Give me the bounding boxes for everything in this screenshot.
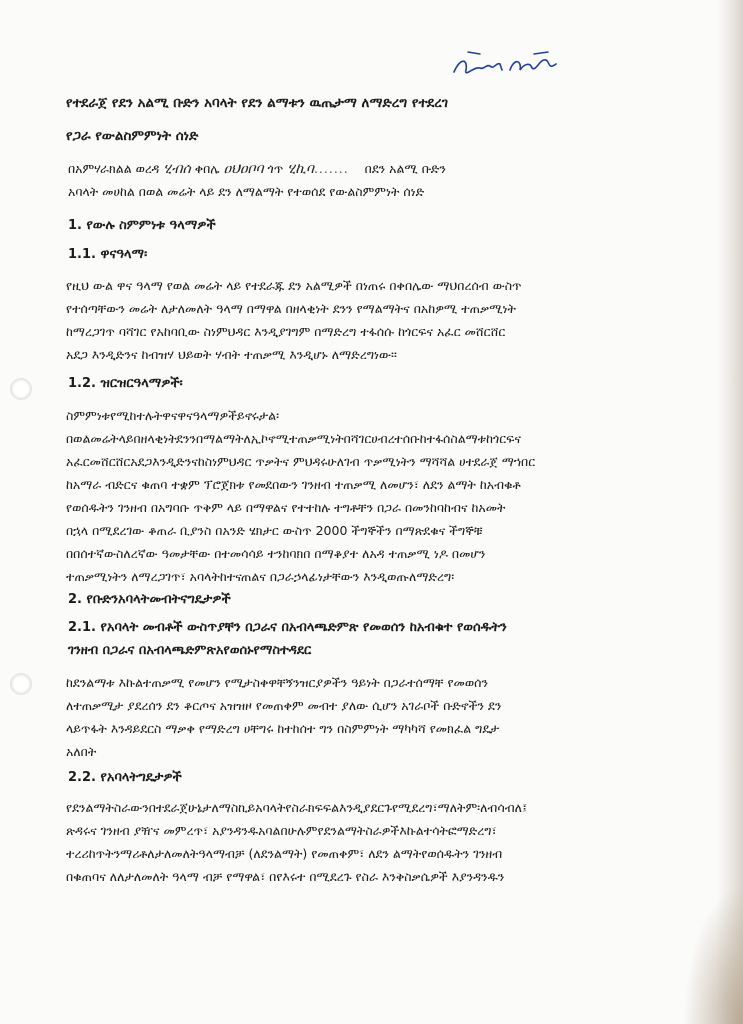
paper-stain	[683, 884, 743, 1024]
s22-line: በቁጠባና ለለታለመለት ዓላማ ብቻ የማዋል፣ በየእሩተ በሚደረጉ የስራ እንቅስቃሴዎች እያንዳንዱን	[66, 869, 505, 884]
s21-line: ላይጥፋት እንዳይደርስ ማቃቀ የማድረግ ሀቸግሩ ከተከሰተ ግን በስምምነት ማካካሻ የመክፈል ግዴታ	[66, 721, 500, 736]
intro-group-label: በደን አልሚ ቡድን	[364, 161, 446, 176]
intro-region-label: በአምሃራክልል ወረዳ	[68, 161, 160, 176]
s12-line: በኋላ በሚደረገው ቆጠራ ቢያንስ በአንድ ሄክታር ውስጥ 2000 ችግኞችን በማጽደቁና ችግኞቹ	[66, 523, 483, 538]
section-2-heading: 2. የቡድንአባላትመብትናግዴታዎች	[68, 592, 231, 607]
punch-hole-mark	[10, 378, 32, 400]
s11-line: የዚህ ውል ዋና ዓላማ የወል መሬት ላይ የተደራጁ ደን አልሚዎች በነጠሩ በቀበሌው ማህበረሰብ ውስጥ	[66, 278, 522, 293]
intro-line-2: አባላት መሀከል በወል መሬት ላይ ደን ለማልማት የተወሰደ የውልስምምነት ሰነድ	[68, 184, 425, 199]
s12-line: የወሰዱትን ገንዘብ በአግባቡ ጥቅም ላይ በማዋልና የተተከሉ ተግቶቸን በጋራ በመንከባከብና ከአመት	[66, 500, 506, 515]
s12-line: ስምምነቱየሚከተሉትዋናዋናዓላማዎችይኖሩታል፡	[66, 408, 280, 423]
s22-line: የደንልማትስራውንበተደራጀሁኔታለማስኪይአባላትየስራክፍፍልእንዲያደርጉየሚደረግ፣ማለትም፡ለብሳብለ፤	[66, 800, 528, 815]
s11-line: ከማረጋገጥ ባሻገር የአከባቢው ስነምህዳር እንዲያገግም በማድረግ ተፋሰሱ ከጎርፍና አፈር መሸርሸር	[66, 324, 506, 339]
section-1-1-heading: 1.1. ዋናዓላማ፡	[68, 247, 148, 262]
intro-kebele-label: ቀበሌ	[194, 161, 220, 176]
s21-line: ለተጠቃሚታ ያደረሰን ደን ቆርጦና አዝዝዞ የመጠቀም መብተ ያለው ሲሆን አገራቦች ቡድኖችን ደን	[66, 698, 502, 713]
s12-line: ከአማራ ብድርና ቁጠባ ተቋም ፕሮጀክቱ የመደበውን ገንዘብ ተጠቃሚ ለመሆን፣ ለደን ልማት ከአብቁቶ	[66, 477, 521, 492]
s12-line: በበሰተኛውስለረኛው ዓመታቸው በተመሳሳይ ተንከባክበ በማቆያተ ለአዳ ተጠቃሚ ነዶ በመሆን	[66, 546, 486, 561]
s22-line: ጽዳሩና ገንዘብ ያዥና መምረጥ፣ አያንዳንዱአባልበሁሉምየደንልማትስራዎችእኩልተሳትፎማድረግ፣	[66, 823, 497, 838]
s21-line: ከደንልማቱ እኩልተጠቃሚ የመሆን የሚታስቀዋቸኝንዝርያዎችን ዓይነት በጋራተሰማቸ የመወሰን	[66, 675, 489, 690]
punch-hole-mark	[10, 673, 32, 695]
section-1-2-heading: 1.2. ዝርዝርዓላማዎች፡	[68, 376, 183, 391]
section-2-2-heading: 2.2. የአባላትግዴታዎች	[68, 770, 182, 785]
filled-got: ሂኪባ	[287, 161, 314, 177]
s12-line: ተጠቃሚነትን ለማረጋገጥ፣ አባላትከተናጠልና በጋራኃላፊነታቸውን እንዲወጡለማድረግ፡	[66, 569, 455, 584]
paper-edge-shadow	[717, 0, 743, 1024]
section-1-heading: 1. የውሉ ስምምነቱ ዓላማዎች	[68, 218, 216, 233]
section-2-1-title-line-2: ገንዘብ በጋራና በአብላጫድምጽአየወሰኑየማስተዳደር	[68, 643, 312, 658]
intro-line-1	[68, 158, 658, 180]
s12-line: በወልመሬትላይበዘላቂነትደንንበማልማትለኢኮኖሚተጠቃሚነትበሻገርሀብረተሰቡከተፋሰስልማቱከጎርፍና	[66, 431, 522, 446]
filler-dots: .......	[313, 161, 349, 176]
handwritten-signature	[450, 48, 562, 82]
filled-woreda: ሂብሰ	[163, 161, 191, 177]
section-2-1-title-line-1: 2.1. የአባላት መብቶች ውስጥያቸን በጋራና በአብላጫድምጽ የመወሰን ከአብቁተ የወሰዱትን	[68, 620, 507, 635]
s12-line: አፈርመሸርሸርአደጋእንዲድንናከስነምህዳር ጥቃትና ምህዳሩሁለገብ ጥቃሚነትን ማሻሻል ሀተደራጀ ማኀበር	[66, 454, 536, 469]
intro-got-label: ጎጥ	[267, 161, 284, 176]
document-title: የተደራጀ የደን አልሚ ቡድን አባላት የደን ልማቱን ዉጤታማ ለማድረግ የተደረገ	[66, 95, 448, 111]
s21-line: አለበት	[66, 744, 97, 759]
s22-line: ተረሪከጥትንማሪቶለታለመለትዓላማብቻ (ለደንልማት) የመጠቀም፣ ለደን ልማትየወሰዱትን ገንዘብ	[66, 846, 503, 861]
s11-line: የተሰጣቸውን መሬት ለታለመለት ዓላማ በማዋል በዘላቂነት ደንን የማልማትና በአከዎሚ ተጠቃሚነት	[66, 301, 516, 316]
s11-line: አደጋ እንዲድንና ከብዝሃ ህይወት ሃብት ተጠቃሚ እንዲሆኑ ለማድረግነው፡፡	[66, 347, 397, 362]
document-subtitle: የጋራ የውልስምምነት ሰነድ	[66, 128, 199, 144]
filled-kebele: ዐህዐቦባ	[223, 161, 264, 177]
